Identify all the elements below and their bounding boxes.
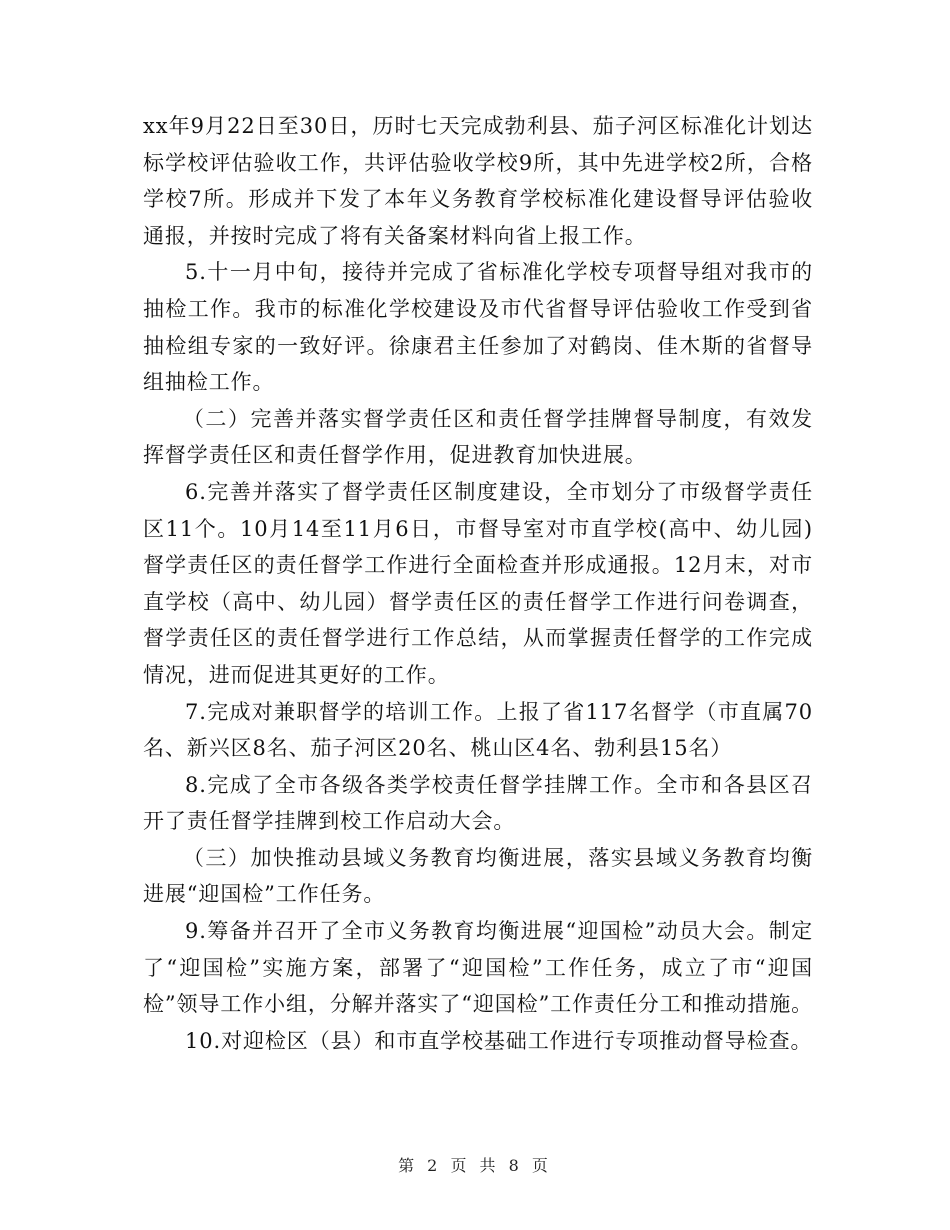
paragraph-item-6: 6.完善并落实了督学责任区制度建设，全市划分了市级督学责任区11个。10月14至11月6日，市督导室对市直学校(高中、幼儿园)督学责任区的责任督学工作进行全面检查并形成通报。12月末，对市直学校（高中、幼儿园）督学责任区的责任督学工作进行问卷调查，督学责任区的责任督学进行工作总结，从而掌握责任督学的工作完成情况，进而促进其更好的工作。 <box>143 479 813 687</box>
paragraph-item-10: 10.对迎检区（县）和市直学校基础工作进行专项推动督导检查。 <box>185 1028 813 1053</box>
page-number-footer: 第 2 页 共 8 页 <box>398 1156 552 1175</box>
paragraph-item-9: 9.筹备并召开了全市义务教育均衡进展“迎国检”动员大会。制定了“迎国检”实施方案，部署了“迎国检”工作任务，成立了市“迎国检”领导工作小组，分解并落实了“迎国检”工作责任分工和推动措施。 <box>143 919 814 1017</box>
document-body <box>143 108 813 1059</box>
paragraph-item-7: 7.完成对兼职督学的培训工作。上报了省117名督学（市直属70名、新兴区8名、茄子河区20名、桃山区4名、勃利县15名） <box>143 699 813 761</box>
paragraph-item-8: 8.完成了全市各级各类学校责任督学挂牌工作。全市和各县区召开了责任督学挂牌到校工作启动大会。 <box>143 772 813 834</box>
paragraph-item-5: 5.十一月中旬，接待并完成了省标准化学校专项督导组对我市的抽检工作。我市的标准化学校建设及市代省督导评估验收工作受到省抽检组专家的一致好评。徐康君主任参加了对鹤岗、佳木斯的省督导组抽检工作。 <box>143 260 813 395</box>
section-heading-3: （三）加快推动县域义务教育均衡进展，落实县域义务教育均衡进展“迎国检”工作任务。 <box>143 845 813 907</box>
section-heading-2: （二）完善并落实督学责任区和责任督学挂牌督导制度，有效发挥督学责任区和责任督学作用，促进教育加快进展。 <box>143 406 813 468</box>
paragraph-continuation: xx年9月22日至30日，历时七天完成勃利县、茄子河区标准化计划达标学校评估验收工作，共评估验收学校9所，其中先进学校2所，合格学校7所。形成并下发了本年义务教育学校标准化建设督导评估验收通报，并按时完成了将有关备案材料向省上报工作。 <box>143 114 813 248</box>
